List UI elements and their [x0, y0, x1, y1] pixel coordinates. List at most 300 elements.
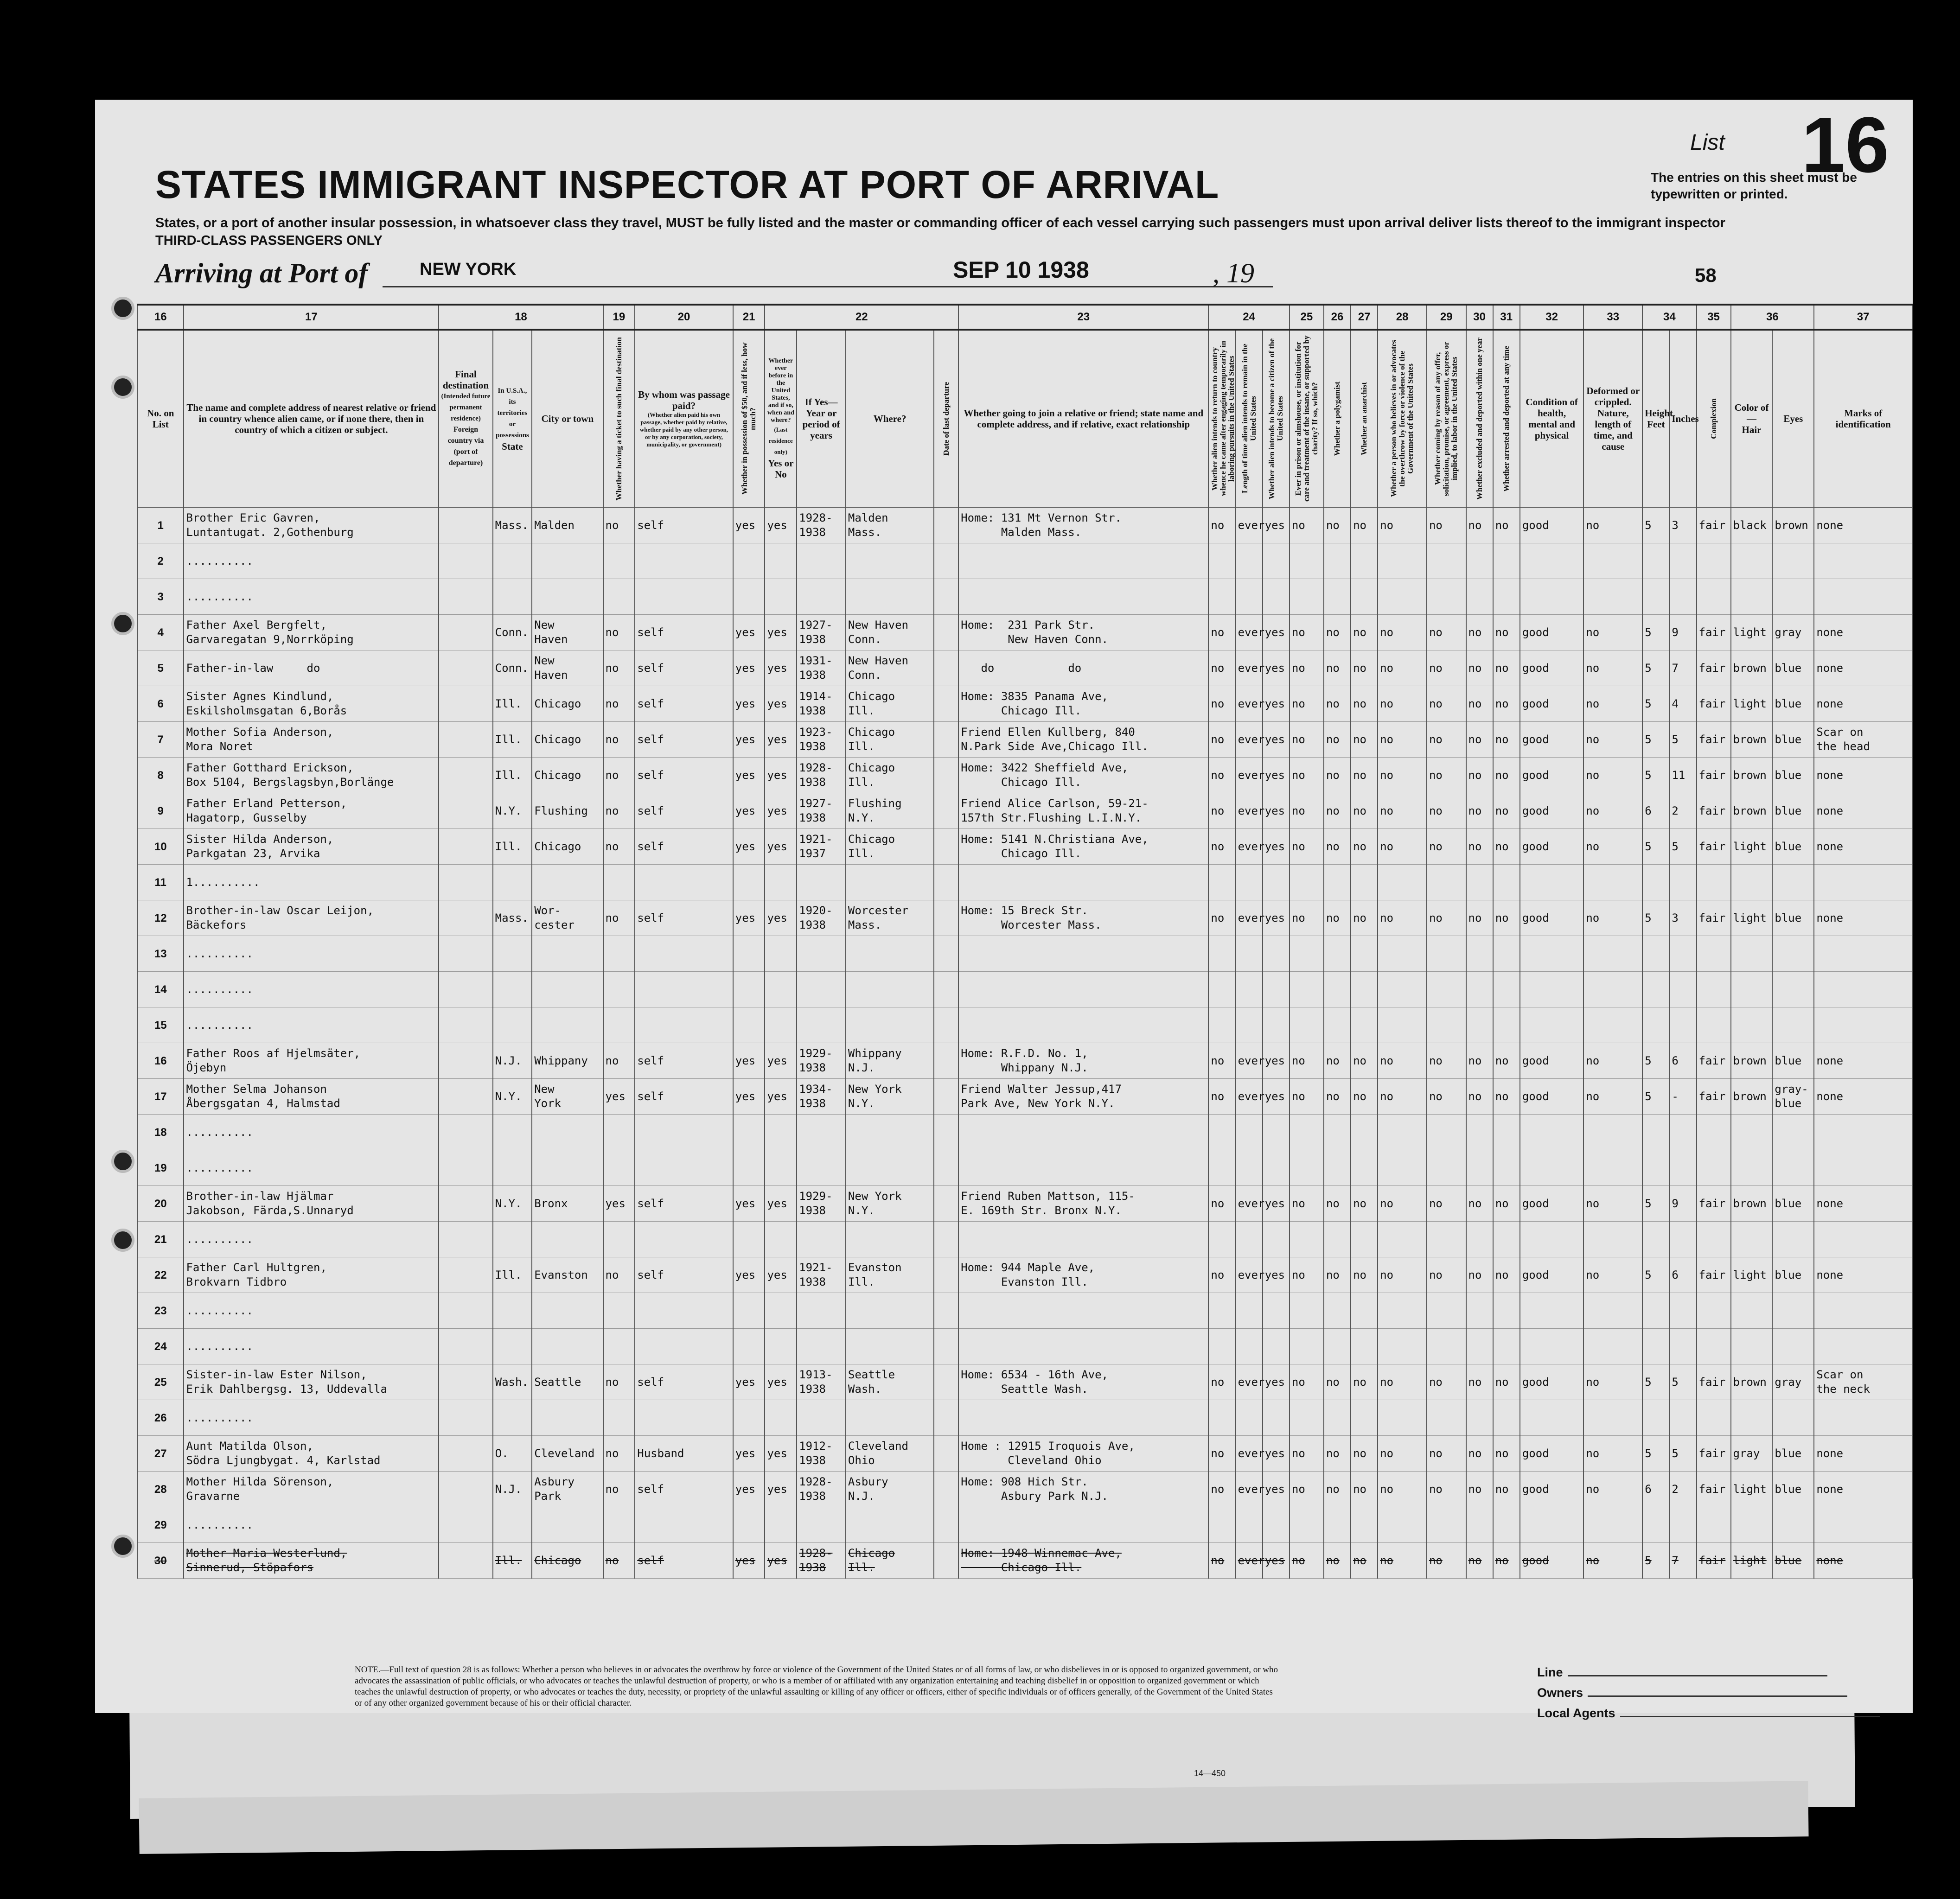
header-year-period [797, 330, 846, 507]
header-purpose-c-label: Whether alien intends to become a citizen of the United States [1267, 338, 1284, 499]
cell-q25 [1290, 1507, 1324, 1543]
cell-q28: no [1378, 900, 1427, 936]
cell-years: 1928- 1938 [797, 758, 846, 793]
cell-fifty: yes [733, 1472, 765, 1507]
table-row [137, 1007, 1912, 1043]
cell-city: Flushing [532, 793, 603, 829]
cell-join: Home: 131 Mt Vernon Str. Malden Mass. [958, 507, 1208, 543]
header-feet [1642, 330, 1673, 507]
cell-yn [765, 936, 797, 972]
cell-dep [934, 793, 958, 829]
cell-rel: Mother Hilda Sörenson, Gravarne [184, 1472, 439, 1507]
cell-paid [635, 1507, 733, 1543]
footer-line-field[interactable] [1568, 1675, 1827, 1676]
header-complexion-label: Complexion [1709, 398, 1718, 439]
cell-q31 [1493, 1222, 1520, 1257]
cell-ticket: no [603, 650, 635, 686]
cell-hair: light [1731, 615, 1773, 650]
cell-marks: Scar on the head [1814, 722, 1912, 758]
cell-city [532, 579, 603, 615]
cell-fifty [733, 1400, 765, 1436]
cell-join: Home: 3422 Sheffield Ave, Chicago Ill. [958, 758, 1208, 793]
cell-st [493, 936, 532, 972]
cell-comp: fair [1697, 686, 1731, 722]
cell-q31: no [1493, 1543, 1520, 1579]
cell-comp [1697, 865, 1731, 900]
cell-fc [439, 900, 492, 936]
cell-fc [439, 615, 492, 650]
cell-q29: no [1427, 1186, 1466, 1222]
cell-no: 20 [137, 1186, 184, 1222]
cell-fifty [733, 1115, 765, 1150]
cell-ticket: no [603, 686, 635, 722]
cell-paid: self [635, 1186, 733, 1222]
cell-in: 7 [1669, 1543, 1696, 1579]
cell-fifty [733, 543, 765, 579]
cell-paid [635, 579, 733, 615]
cell-q26: no [1324, 1257, 1351, 1293]
colnum: 30 [1466, 305, 1493, 330]
table-row [137, 1115, 1912, 1150]
cell-p2 [1236, 1293, 1263, 1329]
header-fifty [733, 330, 765, 507]
cell-paid: self [635, 507, 733, 543]
cell-rel: Sister Agnes Kindlund, Eskilsholmsgatan 6,Borås [184, 686, 439, 722]
cell-fc [439, 793, 492, 829]
cell-q31: no [1493, 722, 1520, 758]
cell-city: Malden [532, 507, 603, 543]
port-underline [383, 286, 958, 287]
cell-q29: no [1427, 686, 1466, 722]
cell-dep [934, 1472, 958, 1507]
cell-p3: yes [1263, 650, 1290, 686]
colnum: 18 [439, 305, 603, 330]
cell-st: N.Y. [493, 1079, 532, 1115]
cell-rel: .......... [184, 936, 439, 972]
cell-rel: Brother-in-law Oscar Leijon, Bäckefors [184, 900, 439, 936]
cell-p2: ever [1236, 829, 1263, 865]
list-note: The entries on this sheet must be typewritten or printed. [1651, 170, 1857, 201]
cell-fc [439, 1257, 492, 1293]
cell-where: Asbury N.J. [846, 1472, 934, 1507]
manifest-table [137, 304, 1913, 1579]
cell-p2 [1236, 1400, 1263, 1436]
cell-in [1669, 1007, 1696, 1043]
cell-rel: .......... [184, 1507, 439, 1543]
cell-years [797, 1115, 846, 1150]
cell-q28 [1378, 1150, 1427, 1186]
cell-fc [439, 1186, 492, 1222]
cell-hair [1731, 1507, 1773, 1543]
cell-def: no [1583, 1079, 1642, 1115]
cell-comp [1697, 1507, 1731, 1543]
cell-p2: ever [1236, 1543, 1263, 1579]
cell-no: 4 [137, 615, 184, 650]
cell-marks: none [1814, 686, 1912, 722]
cell-comp: fair [1697, 1079, 1731, 1115]
header-joining: Whether going to join a relative or friend; state name and complete address, and if relative, exact relationship [958, 330, 1208, 507]
cell-q25 [1290, 1329, 1324, 1364]
cell-p3: yes [1263, 1436, 1290, 1472]
cell-p1: no [1208, 1043, 1235, 1079]
header-if-yes: If Yes— [804, 396, 838, 408]
cell-def [1583, 1222, 1642, 1257]
cell-q28: no [1378, 722, 1427, 758]
table-row [137, 829, 1912, 865]
cell-eyes [1772, 543, 1814, 579]
cell-p3: yes [1263, 1186, 1290, 1222]
cell-marks: none [1814, 1043, 1912, 1079]
cell-rel: .......... [184, 1007, 439, 1043]
cell-dep [934, 1293, 958, 1329]
cell-hair: brown [1731, 650, 1773, 686]
header-hair-label: Hair [1742, 424, 1762, 435]
cell-q31: no [1493, 758, 1520, 793]
punch-hole [111, 376, 134, 399]
cell-q31: no [1493, 1436, 1520, 1472]
cell-st [493, 579, 532, 615]
punch-hole [111, 297, 134, 320]
cell-p3: yes [1263, 1257, 1290, 1293]
cell-q25 [1290, 1150, 1324, 1186]
cell-city: Wor- cester [532, 900, 603, 936]
cell-dep [934, 1400, 958, 1436]
cell-join: Home: 908 Hich Str. Asbury Park N.J. [958, 1472, 1208, 1507]
cell-yn: yes [765, 1079, 797, 1115]
cell-paid [635, 936, 733, 972]
cell-no: 17 [137, 1079, 184, 1115]
cell-join [958, 1507, 1208, 1543]
cell-in: - [1669, 1079, 1696, 1115]
cell-q30: no [1466, 1364, 1493, 1400]
cell-where [846, 1293, 934, 1329]
cell-yn: yes [765, 1364, 797, 1400]
cell-fifty [733, 1507, 765, 1543]
cell-city [532, 972, 603, 1007]
cell-ft: 6 [1642, 1472, 1669, 1507]
cell-no: 5 [137, 650, 184, 686]
cell-q27: no [1351, 758, 1378, 793]
cell-no: 3 [137, 579, 184, 615]
header-polygamist [1324, 330, 1351, 507]
cell-years [797, 936, 846, 972]
cell-q28: no [1378, 1472, 1427, 1507]
cell-hair [1731, 865, 1773, 900]
cell-years [797, 579, 846, 615]
cell-years [797, 1007, 846, 1043]
cell-join: do do [958, 650, 1208, 686]
cell-q31 [1493, 972, 1520, 1007]
cell-comp: fair [1697, 1472, 1731, 1507]
cell-yn [765, 1293, 797, 1329]
punch-hole [111, 1229, 134, 1252]
cell-q27 [1351, 1222, 1378, 1257]
cell-dep [934, 722, 958, 758]
footer-signatures [1537, 1662, 1880, 1723]
cell-q27 [1351, 1150, 1378, 1186]
cell-years: 1913- 1938 [797, 1364, 846, 1400]
cell-ft: 5 [1642, 722, 1669, 758]
cell-q27: no [1351, 829, 1378, 865]
cell-years: 1921- 1938 [797, 1257, 846, 1293]
footer-owners-field[interactable] [1588, 1695, 1847, 1697]
colnum: 27 [1351, 305, 1378, 330]
cell-where [846, 1150, 934, 1186]
cell-rel: Sister-in-law Ester Nilson, Erik Dahlbergsg. 13, Uddevalla [184, 1364, 439, 1400]
cell-dep [934, 1115, 958, 1150]
header-q28 [1378, 330, 1427, 507]
cell-paid: self [635, 722, 733, 758]
cell-q26: no [1324, 722, 1351, 758]
header-final-destination-note: (Intended future permanent residence) [441, 393, 491, 422]
cell-yn [765, 1222, 797, 1257]
cell-q25: no [1290, 1079, 1324, 1115]
cell-years [797, 1293, 846, 1329]
cell-fc [439, 1150, 492, 1186]
cell-def: no [1583, 900, 1642, 936]
cell-in: 2 [1669, 793, 1696, 829]
cell-def: no [1583, 650, 1642, 686]
cell-join: Home: 231 Park Str. New Haven Conn. [958, 615, 1208, 650]
cell-no: 9 [137, 793, 184, 829]
cell-q31: no [1493, 686, 1520, 722]
cell-comp [1697, 1115, 1731, 1150]
cell-city: New Haven [532, 650, 603, 686]
cell-yn: yes [765, 1472, 797, 1507]
cell-def [1583, 579, 1642, 615]
cell-years [797, 1222, 846, 1257]
cell-dep [934, 579, 958, 615]
cell-years [797, 543, 846, 579]
cell-join [958, 865, 1208, 900]
cell-no: 2 [137, 543, 184, 579]
punch-hole [111, 612, 134, 635]
cell-p1 [1208, 1007, 1235, 1043]
cell-join [958, 1329, 1208, 1364]
cell-in [1669, 1222, 1696, 1257]
cell-def: no [1583, 829, 1642, 865]
cell-p3: yes [1263, 615, 1290, 650]
cell-st: Conn. [493, 615, 532, 650]
cell-comp [1697, 1007, 1731, 1043]
cell-yn: yes [765, 686, 797, 722]
cell-ticket: no [603, 722, 635, 758]
cell-st [493, 1293, 532, 1329]
cell-p3: yes [1263, 507, 1290, 543]
cell-where: Chicago Ill. [846, 1543, 934, 1579]
cell-p1 [1208, 1222, 1235, 1257]
cell-comp [1697, 1293, 1731, 1329]
cell-ticket: no [603, 1472, 635, 1507]
cell-no: 28 [137, 1472, 184, 1507]
cell-no: 12 [137, 900, 184, 936]
colnum: 35 [1697, 305, 1731, 330]
cell-ticket: no [603, 1436, 635, 1472]
cell-fifty: yes [733, 793, 765, 829]
cell-q25: no [1290, 900, 1324, 936]
cell-p3: yes [1263, 758, 1290, 793]
cell-in: 5 [1669, 722, 1696, 758]
cell-q31: no [1493, 1186, 1520, 1222]
header-q29 [1427, 330, 1466, 507]
cell-q29 [1427, 972, 1466, 1007]
cell-city: Asbury Park [532, 1472, 603, 1507]
cell-q29: no [1427, 507, 1466, 543]
cell-cond [1520, 972, 1583, 1007]
cell-hair [1731, 579, 1773, 615]
cell-p3 [1263, 579, 1290, 615]
cell-fc [439, 543, 492, 579]
cell-fc [439, 865, 492, 900]
header-inches: Inches [1669, 330, 1696, 507]
cell-p1 [1208, 1150, 1235, 1186]
cell-ft: 5 [1642, 1543, 1669, 1579]
cell-st [493, 1400, 532, 1436]
cell-def [1583, 972, 1642, 1007]
header-q30-label: Whether excluded and deported within one year [1475, 337, 1484, 500]
cell-ft: 5 [1642, 900, 1669, 936]
cell-dep [934, 650, 958, 686]
cell-q31: no [1493, 793, 1520, 829]
cell-paid: self [635, 900, 733, 936]
cell-q31: no [1493, 900, 1520, 936]
cell-q25: no [1290, 1543, 1324, 1579]
cell-q27 [1351, 1400, 1378, 1436]
cell-where [846, 543, 934, 579]
cell-yn: yes [765, 650, 797, 686]
cell-q30: no [1466, 1472, 1493, 1507]
cell-q31: no [1493, 1472, 1520, 1507]
cell-q31 [1493, 1329, 1520, 1364]
cell-p1 [1208, 579, 1235, 615]
cell-p2: ever [1236, 1364, 1263, 1400]
cell-fc [439, 650, 492, 686]
cell-p1 [1208, 1329, 1235, 1364]
cell-join: Home: 3835 Panama Ave, Chicago Ill. [958, 686, 1208, 722]
cell-rel: Aunt Matilda Olson, Södra Ljungbygat. 4, Karlstad [184, 1436, 439, 1472]
cell-q30 [1466, 1400, 1493, 1436]
cell-dep [934, 829, 958, 865]
cell-where [846, 579, 934, 615]
cell-city: Chicago [532, 758, 603, 793]
cell-city [532, 1007, 603, 1043]
cell-p3: yes [1263, 900, 1290, 936]
cell-comp [1697, 1222, 1731, 1257]
cell-st [493, 1329, 532, 1364]
cell-no: 22 [137, 1257, 184, 1293]
cell-eyes: gray [1772, 615, 1814, 650]
arrival-date: SEP 10 1938 [953, 257, 1089, 283]
cell-fc [439, 1293, 492, 1329]
cell-hair: light [1731, 1257, 1773, 1293]
cell-p2 [1236, 1329, 1263, 1364]
cell-st: Mass. [493, 900, 532, 936]
cell-rel: Father Erland Petterson, Hagatorp, Gusselby [184, 793, 439, 829]
cell-paid [635, 972, 733, 1007]
cell-p1: no [1208, 1079, 1235, 1115]
table-row [137, 1150, 1912, 1186]
cell-fc [439, 1507, 492, 1543]
cell-q27 [1351, 1293, 1378, 1329]
footer-agents-field[interactable] [1620, 1716, 1880, 1717]
cell-cond [1520, 1293, 1583, 1329]
cell-marks [1814, 1007, 1912, 1043]
cell-q26: no [1324, 1543, 1351, 1579]
header-prison-label: Ever in prison or almshouse, or institution for care and treatment of the insane, or supported by charity? If so, which? [1293, 335, 1319, 502]
cell-cond: good [1520, 793, 1583, 829]
cell-p3 [1263, 1150, 1290, 1186]
port-label: Arriving at Port of [155, 258, 368, 288]
cell-cond [1520, 1507, 1583, 1543]
cell-marks: none [1814, 507, 1912, 543]
cell-ft: 5 [1642, 507, 1669, 543]
cell-marks: none [1814, 1543, 1912, 1579]
cell-st: Ill. [493, 722, 532, 758]
cell-q29 [1427, 543, 1466, 579]
cell-p3 [1263, 972, 1290, 1007]
cell-dep [934, 1043, 958, 1079]
cell-cond: good [1520, 722, 1583, 758]
header-date-departure [934, 330, 958, 507]
cell-def: no [1583, 793, 1642, 829]
colnum: 21 [733, 305, 765, 330]
cell-hair: brown [1731, 1364, 1773, 1400]
cell-ft [1642, 1400, 1669, 1436]
header-year-period-label: Year or period of years [802, 408, 840, 441]
cell-ticket [603, 543, 635, 579]
cell-q25 [1290, 1007, 1324, 1043]
cell-rel: .......... [184, 972, 439, 1007]
cell-years: 1934- 1938 [797, 1079, 846, 1115]
table-row [137, 1079, 1912, 1115]
cell-p2: ever [1236, 1186, 1263, 1222]
cell-q29: no [1427, 722, 1466, 758]
cell-q31 [1493, 1293, 1520, 1329]
cell-q28 [1378, 543, 1427, 579]
cell-cond [1520, 1007, 1583, 1043]
cell-q28 [1378, 579, 1427, 615]
cell-marks: none [1814, 1186, 1912, 1222]
cell-where: Whippany N.J. [846, 1043, 934, 1079]
cell-hair: brown [1731, 1043, 1773, 1079]
cell-dep [934, 1186, 958, 1222]
cell-comp: fair [1697, 650, 1731, 686]
cell-q29: no [1427, 758, 1466, 793]
cell-fc [439, 1115, 492, 1150]
cell-q28: no [1378, 758, 1427, 793]
cell-city [532, 1222, 603, 1257]
cell-comp: fair [1697, 1257, 1731, 1293]
cell-p1: no [1208, 1472, 1235, 1507]
cell-q29: no [1427, 900, 1466, 936]
cell-years: 1928- 1938 [797, 1543, 846, 1579]
cell-where [846, 936, 934, 972]
cell-in: 11 [1669, 758, 1696, 793]
cell-no: 7 [137, 722, 184, 758]
cell-def: no [1583, 1543, 1642, 1579]
cell-eyes: blue [1772, 758, 1814, 793]
cell-dep [934, 865, 958, 900]
cell-q27: no [1351, 686, 1378, 722]
cell-p3: yes [1263, 1472, 1290, 1507]
cell-q28: no [1378, 1257, 1427, 1293]
cell-def [1583, 1007, 1642, 1043]
cell-paid: self [635, 829, 733, 865]
cell-dep [934, 936, 958, 972]
cell-p3 [1263, 1329, 1290, 1364]
cell-def [1583, 1293, 1642, 1329]
cell-q25 [1290, 865, 1324, 900]
